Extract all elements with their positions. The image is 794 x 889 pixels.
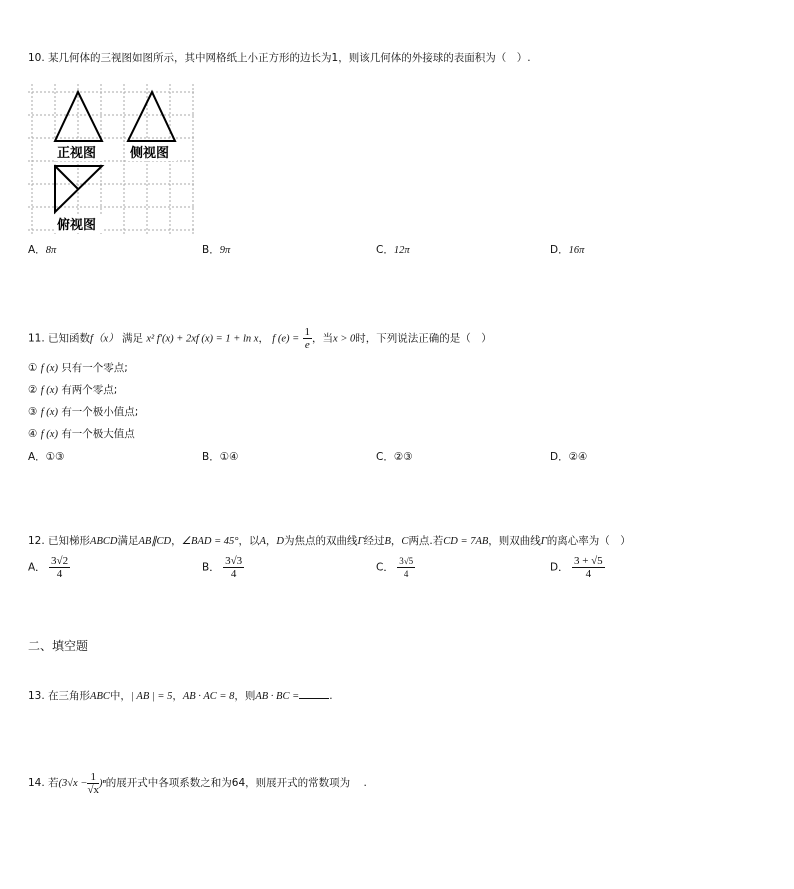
q10-three-view-figure (28, 84, 198, 236)
q12-stem: 12. 已知梯形ABCD满足AB∥CD，∠BAD = 45°，以A，D为焦点的双曲线Γ经过B，C两点.若CD = 7AB，则双曲线Γ的离心率为（ ） (28, 535, 631, 547)
side-view-triangle (128, 92, 175, 141)
q11-fraction: $\frac{1}{e}$ (304, 326, 311, 351)
q11-option-d: D．②④ (550, 451, 588, 463)
q10-option-b: B．9π (202, 244, 231, 256)
side-view-label: 侧视图 (130, 146, 170, 161)
section-heading: 二、填空题 (28, 639, 89, 653)
q13-answer-blank (299, 689, 329, 699)
q13-stem: 13. 在三角形ABC中，| AB | = 5，AB · AC = 8，则AB · BC = . (28, 690, 333, 702)
q11-option-a: A．①③ (28, 451, 65, 463)
q10-option-d: D．16π (550, 244, 585, 256)
q10-option-c: C．12π (376, 244, 410, 256)
q11-option-b: B．①④ (202, 451, 239, 463)
q10-stem: 10. 某几何体的三视图如图所示，其中网格纸上小正方形的边长为1，则该几何体的外接球的表面积为（ ）. (28, 52, 531, 64)
q14-fraction: $\frac{1}{√x}$ (87, 770, 99, 796)
top-view-label: 俯视图 (57, 218, 97, 233)
q12-option-d: D． $\frac{3 + √5}{4}$ (550, 555, 603, 580)
q11-statement-3: ③ f (x) 有一个极小值点; (28, 406, 139, 418)
q11-statement-2: ② f (x) 有两个零点; (28, 384, 118, 396)
q12-option-a: A． $\frac{3√2}{4}$ (28, 555, 69, 580)
q11-option-c: C．②③ (376, 451, 413, 463)
q12-option-c: C． $\frac{3√5}{4}$ (376, 556, 414, 579)
q10-option-a: A．8π (28, 244, 57, 256)
q11-statement-1: ① f (x) 只有一个零点; (28, 362, 128, 374)
q11-stem: 11. 已知函数f（x） 满足 x² f′(x) + 2xf (x) = 1 + ln x， f (e) = $\frac{1}{e}$ ，当x > 0时，下列说法正确的是（ ） (28, 326, 492, 351)
front-view-label: 正视图 (57, 146, 97, 161)
q11-statement-4: ④ f (x) 有一个极大值点 (28, 428, 135, 440)
q12-option-b: B． $\frac{3√3}{4}$ (202, 555, 243, 580)
q14-stem: 14. 若(3√x − $\frac{1}{√x}$ )ⁿ的展开式中各项系数之和为64，则展开式的常数项为 . (28, 770, 367, 796)
